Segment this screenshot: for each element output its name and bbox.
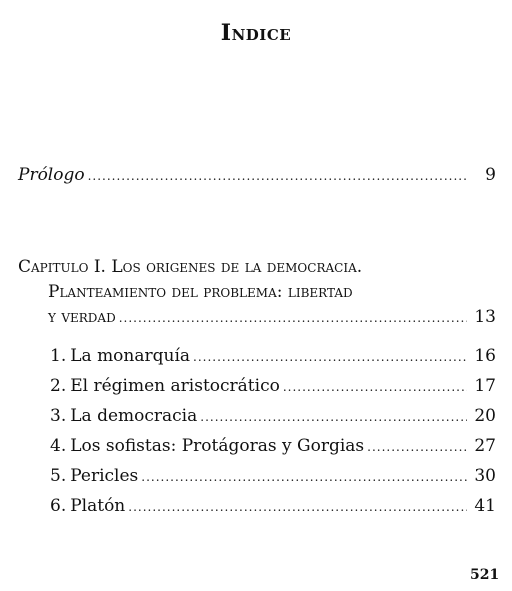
page-number: 521 — [470, 567, 500, 583]
toc-entry-section[interactable] — [50, 405, 496, 428]
toc-entry-page: 16 — [474, 346, 496, 366]
chapter-heading[interactable]: Capitulo I. Los origenes de la democracia. — [18, 257, 363, 277]
toc-entry-page: 17 — [474, 376, 496, 396]
section-number: 1. — [50, 346, 67, 366]
dot-leader — [88, 165, 467, 187]
index-title: Indice — [220, 20, 292, 46]
toc-entry-label: La monarquía — [70, 346, 191, 366]
toc-entry-page: 13 — [474, 307, 496, 327]
toc-entry-label: Pericles — [70, 466, 139, 486]
toc-entry-label: Platón — [70, 496, 126, 516]
section-number: 6. — [50, 496, 67, 516]
toc-entry-label: y verdad — [48, 307, 116, 327]
toc-entry-section[interactable] — [50, 465, 496, 488]
dot-leader — [119, 307, 467, 329]
toc-entry-page: 30 — [474, 466, 496, 486]
section-number: 2. — [50, 376, 67, 396]
toc-entry-chapter-1[interactable] — [48, 306, 496, 329]
section-number: 5. — [50, 466, 67, 486]
dot-leader — [141, 466, 467, 488]
dot-leader — [193, 346, 467, 368]
toc-entry-label: La democracia — [70, 406, 198, 426]
toc-entry-section[interactable] — [50, 495, 496, 518]
toc-entry-section[interactable] — [50, 435, 496, 458]
toc-entry-section[interactable] — [50, 345, 496, 368]
toc-entry-page: 9 — [485, 165, 496, 185]
section-number: 3. — [50, 406, 67, 426]
dot-leader — [283, 376, 467, 398]
toc-entry-page: 20 — [474, 406, 496, 426]
toc-entry-label: El régimen aristocrático — [70, 376, 280, 396]
toc-entry-prologue[interactable] — [18, 164, 496, 187]
toc-entry-page: 27 — [474, 436, 496, 456]
toc-entry-page: 41 — [474, 496, 496, 516]
dot-leader — [200, 406, 467, 428]
toc-entry-section[interactable] — [50, 375, 496, 398]
dot-leader — [128, 496, 467, 518]
chapter-subheading: Planteamiento del problema: libertad — [48, 282, 353, 302]
toc-entry-label: Los sofistas: Protágoras y Gorgias — [70, 436, 365, 456]
toc-entry-label: Prólogo — [18, 165, 85, 185]
section-number: 4. — [50, 436, 67, 456]
dot-leader — [367, 436, 467, 458]
